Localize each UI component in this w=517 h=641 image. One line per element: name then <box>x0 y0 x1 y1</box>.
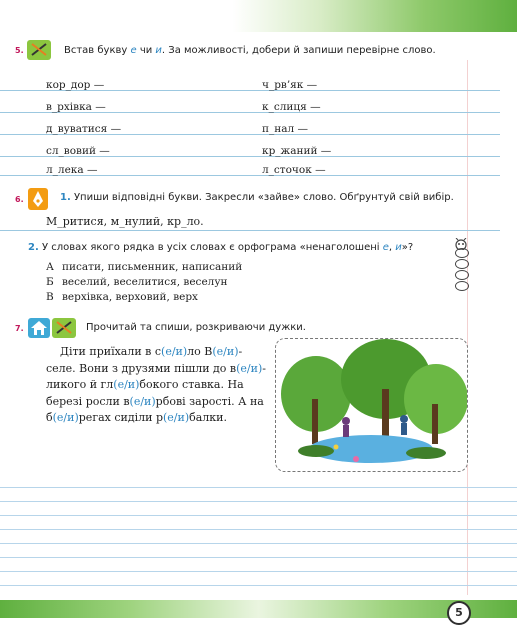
exercise-7-line <box>46 410 268 427</box>
text-segment: балки. <box>189 411 227 424</box>
text-segment: рбові зарості. А на <box>155 394 264 408</box>
answer-ovals <box>455 248 469 292</box>
word-right-1: ч_рв’як — <box>262 79 318 91</box>
exercise-6-2-question: 2. У словах якого рядка в усіх словах є орфограма «ненаголошені е, и»? <box>28 242 414 253</box>
option-b[interactable]: Б веселий, веселитися, веселун <box>46 276 228 288</box>
vowel-choice: (е/и) <box>113 378 140 391</box>
text-segment: - <box>262 361 266 375</box>
text-segment: регах сиділи р <box>78 411 163 424</box>
top-banner <box>0 0 517 32</box>
text-segment: бокого ставка. На <box>139 378 244 391</box>
vowel-choice: (е/и) <box>236 361 263 375</box>
illustration-frame <box>275 338 468 472</box>
text-segment: ло В <box>187 345 213 358</box>
exercise-7-text <box>46 344 268 427</box>
exercise-5-instruction: Встав букву е чи и. За можливості, добери й запиши перевірне слово. <box>64 45 436 56</box>
text-segment: ликого й гл <box>46 378 114 391</box>
writing-lines[interactable] <box>0 474 517 594</box>
answer-oval[interactable] <box>455 259 469 269</box>
bottom-banner <box>0 600 517 618</box>
text-segment: - <box>238 345 243 358</box>
text-segment: б <box>46 411 53 424</box>
pencil-cross-icon <box>27 40 51 60</box>
exercise-5-number: 5. <box>15 46 24 55</box>
answer-oval[interactable] <box>455 248 469 258</box>
exercise-6-1-words: М_ритися, м_нулий, кр_ло. <box>46 215 204 228</box>
illustration-willow-pond <box>276 339 467 471</box>
vowel-choice: (е/и) <box>129 394 156 408</box>
vowel-choice: (е/и) <box>162 411 190 424</box>
word-left-5: л_лека — <box>46 164 98 176</box>
vowel-choice: (е/и) <box>52 411 79 424</box>
word-right-5: л_сточок — <box>262 164 326 176</box>
ruled-line <box>0 230 500 231</box>
house-icon <box>28 318 50 338</box>
word-left-3: д_вуватися — <box>46 123 122 135</box>
exercise-7-line <box>46 377 268 394</box>
text-segment: селе. Вони з друзями пішли до в <box>46 361 237 375</box>
answer-oval[interactable] <box>455 270 469 280</box>
word-left-4: сл_вовий — <box>46 145 110 157</box>
option-c[interactable]: В верхівка, верховий, верх <box>46 291 198 303</box>
option-a[interactable]: А писати, письменник, написаний <box>46 261 243 273</box>
exercise-7-instruction: Прочитай та спиши, розкриваючи дужки. <box>86 322 306 333</box>
exercise-6-1-instruction: 1. Упиши відповідні букви. Закресли «зайве» слово. Обґрунтуй свій вибір. <box>60 192 454 203</box>
text-segment: березі росли в <box>46 394 130 408</box>
exercise-7-line <box>46 344 268 361</box>
word-right-3: п_нал — <box>262 123 309 135</box>
word-right-2: к_слиця — <box>262 101 321 113</box>
exercise-7-line <box>46 361 268 378</box>
pencil-cross-icon <box>52 318 76 338</box>
page-number: 5 <box>447 601 471 625</box>
answer-oval[interactable] <box>455 281 469 291</box>
exercise-7-number: 7. <box>15 324 24 333</box>
word-left-2: в_рхівка — <box>46 101 106 113</box>
exercise-7-line <box>46 394 268 411</box>
text-segment: Діти приїхали в с <box>60 345 162 358</box>
word-right-4: кр_жаний — <box>262 145 332 157</box>
exercise-6-number: 6. <box>15 195 24 204</box>
pen-nib-icon <box>28 188 48 210</box>
vowel-choice: (е/и) <box>161 345 188 358</box>
word-left-1: кор_дор — <box>46 79 105 91</box>
vowel-choice: (е/и) <box>212 345 239 358</box>
